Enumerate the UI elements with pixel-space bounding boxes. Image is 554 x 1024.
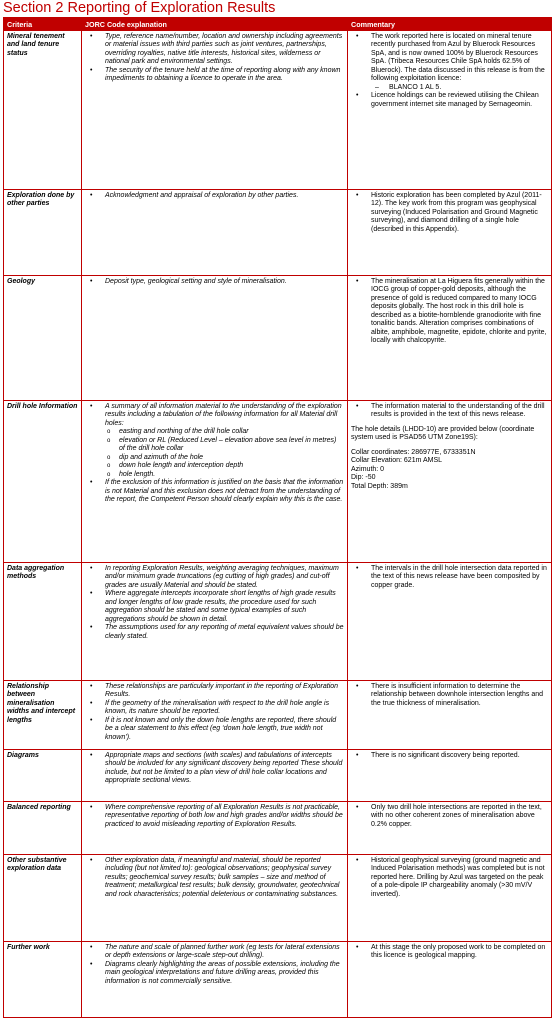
explanation-cell	[82, 401, 348, 563]
criteria-cell: Exploration done by other parties	[4, 190, 82, 276]
explanation-cell	[82, 942, 348, 1018]
explanation-item: • In reporting Exploration Results, weighting averaging techniques, maximum and/or minimum grade truncations (eg cutting of high grades) and cut-off grades are usually Material and should be stated.	[85, 565, 344, 590]
explanation-subitem: o dip and azimuth of the hole	[85, 454, 344, 462]
commentary-cell	[348, 190, 552, 276]
commentary-cell	[348, 681, 552, 750]
jorc-table	[3, 17, 552, 1018]
commentary-cell	[348, 942, 552, 1018]
criteria-cell: Diagrams	[4, 750, 82, 802]
commentary-item: • Only two drill hole intersections are reported in the text, with no other coherent zones of mineralisation above 0.2% copper.	[351, 804, 548, 829]
commentary-text: Dip: -50	[351, 474, 376, 482]
explanation-item: • If it is not known and only the down hole lengths are reported, there should be a clear statement to this effect (eg ‘down hole length, true width not known’).	[85, 717, 344, 742]
commentary-subitem: – BLANCO 1 AL 5.	[351, 84, 548, 92]
section-title: Section 2 Reporting of Exploration Results	[3, 0, 276, 16]
commentary-text: Total Depth: 389m	[351, 482, 408, 490]
table-row	[4, 942, 552, 1018]
explanation-cell	[82, 31, 348, 190]
commentary-text: Azimuth: 0	[351, 465, 385, 473]
commentary-cell	[348, 802, 552, 855]
commentary-item: • The information material to the understanding of the drill results is provided in the text of this news release.	[351, 403, 548, 420]
commentary-item: • The intervals in the drill hole intersection data reported in the text of this news release have been composited by copper grade.	[351, 565, 548, 590]
explanation-item: • These relationships are particularly important in the reporting of Exploration Results.	[85, 683, 344, 700]
explanation-subitem: o hole length.	[85, 471, 344, 479]
commentary-text: Collar coordinates: 286977E, 6733351N	[351, 448, 476, 456]
commentary-cell	[348, 855, 552, 942]
commentary-cell	[348, 563, 552, 681]
criteria-cell: Mineral tenement and land tenure status	[4, 31, 82, 190]
explanation-subitem: o elevation or RL (Reduced Level – elevation above sea level in metres) of the drill hole collar	[85, 437, 344, 454]
criteria-cell: Other substantive exploration data	[4, 855, 82, 942]
header-commentary: Commentary	[348, 18, 552, 31]
commentary-text: The hole details (LHDD-10) are provided below (coordinate system used is PSAD56 UTM Zone19S):	[351, 425, 535, 442]
criteria-cell: Further work	[4, 942, 82, 1018]
explanation-item: • Where comprehensive reporting of all Exploration Results is not practicable, representative reporting of both low and high grades and/or widths should be practiced to avoid misleading reporting of Exploration Results.	[85, 804, 344, 829]
explanation-item: • Appropriate maps and sections (with scales) and tabulations of intercepts should be included for any significant discovery being reported These should include, but not be limited to a plan view of drill hole collar locations and appropriate sectional views.	[85, 752, 344, 786]
explanation-item: • The security of the tenure held at the time of reporting along with any known impediments to obtaining a licence to operate in the area.	[85, 67, 344, 84]
table-row	[4, 276, 552, 401]
table-row	[4, 401, 552, 563]
table-row	[4, 190, 552, 276]
explanation-cell	[82, 855, 348, 942]
explanation-item: • Diagrams clearly highlighting the areas of possible extensions, including the main geological interpretations and future drilling areas, provided this information is not commercially sensitive.	[85, 961, 344, 986]
explanation-item: • If the geometry of the mineralisation with respect to the drill hole angle is known, its nature should be reported.	[85, 700, 344, 717]
criteria-cell: Relationship between mineralisation widths and intercept lengths	[4, 681, 82, 750]
explanation-cell	[82, 750, 348, 802]
table-row	[4, 802, 552, 855]
commentary-text: Collar Elevation: 621m AMSL	[351, 457, 443, 465]
explanation-item: • Deposit type, geological setting and style of mineralisation.	[85, 278, 344, 286]
table-row	[4, 31, 552, 190]
explanation-cell	[82, 681, 348, 750]
commentary-cell	[348, 750, 552, 802]
commentary-cell	[348, 401, 552, 563]
explanation-cell	[82, 563, 348, 681]
explanation-cell	[82, 276, 348, 401]
table-row	[4, 855, 552, 942]
commentary-item: • Licence holdings can be reviewed utilising the Chilean government internet site managed by Sernageomin.	[351, 92, 548, 109]
commentary-cell	[348, 31, 552, 190]
commentary-item: • Historic exploration has been completed by Azul (2011-12). The key work from this program was geophysical surveying (Induced Polarisation and Ground Magnetic surveying), and diamond drilling of a single hole (described in this Appendix).	[351, 192, 548, 234]
commentary-item: • Historical geophysical surveying (ground magnetic and Induced Polarisation methods) was completed but is not reported here. Drilling by Azul was targeted on the peak of a pole-dipole IP chargeability anomaly (>30 mV/V inverted).	[351, 857, 548, 899]
table-row	[4, 681, 552, 750]
commentary-item: • There is insufficient information to determine the relationship between downhole intersection lengths and the true thickness of mineralisation.	[351, 683, 548, 708]
explanation-item: • The nature and scale of planned further work (eg tests for lateral extensions or depth extensions or large-scale step-out drilling).	[85, 944, 344, 961]
explanation-cell	[82, 802, 348, 855]
explanation-item: • The assumptions used for any reporting of metal equivalent values should be clearly stated.	[85, 624, 344, 641]
header-criteria: Criteria	[4, 18, 82, 31]
commentary-item: • The work reported here is located on mineral tenure recently purchased from Azul by Bluerock Resources SpA, and is now owned 100% by Bluerock Resources SpA. (Tribeca Resources Chile SpA holds 62.5% of Bluerock). The data discussed in this release is from the following exploitation licence:	[351, 33, 548, 84]
criteria-cell: Data aggregation methods	[4, 563, 82, 681]
explanation-item: • Where aggregate intercepts incorporate short lengths of high grade results and longer lengths of low grade results, the procedure used for such aggregation should be stated and some typical examples of such aggregations should be shown in detail.	[85, 590, 344, 624]
commentary-item: • The mineralisation at La Higuera fits generally within the IOCG group of copper-gold deposits, although the presence of gold is reduced compared to many IOCG deposits globally. The host rock in this drill hole is described as a biotite-hornblende granodiorite with fine tonalitic bands. Alteration comprises combinations of albite, amphibole, magnetite, epidote, chlorite and pyrite, locally with chalcopyrite.	[351, 278, 548, 346]
criteria-cell: Geology	[4, 276, 82, 401]
table-row	[4, 750, 552, 802]
explanation-subitem: o easting and northing of the drill hole collar	[85, 428, 344, 436]
explanation-item: • Other exploration data, if meaningful and material, should be reported including (but not limited to): geological observations; geophysical survey results; geochemical survey results; bulk samples – size and method of treatment; metallurgical test results; bulk density, groundwater, geotechnical and rock characteristics; potential deleterious or contaminating substances.	[85, 857, 344, 899]
commentary-cell	[348, 276, 552, 401]
explanation-cell	[82, 190, 348, 276]
explanation-item: • If the exclusion of this information is justified on the basis that the information is not Material and this exclusion does not detract from the understanding of the report, the Competent Person should clearly explain why this is the case.	[85, 479, 344, 504]
header-explanation: JORC Code explanation	[82, 18, 348, 31]
explanation-item: • Type, reference name/number, location and ownership including agreements or material issues with third parties such as joint ventures, partnerships, overriding royalties, native title interests, historical sites, wilderness or national park and environmental settings.	[85, 33, 344, 67]
explanation-item: • Acknowledgment and appraisal of exploration by other parties.	[85, 192, 344, 200]
commentary-item: • At this stage the only proposed work to be completed on this licence is geological mapping.	[351, 944, 548, 961]
table-row	[4, 563, 552, 681]
criteria-cell: Drill hole Information	[4, 401, 82, 563]
commentary-item: • There is no significant discovery being reported.	[351, 752, 548, 760]
header-row	[4, 18, 552, 31]
explanation-subitem: o down hole length and interception depth	[85, 462, 344, 470]
criteria-cell: Balanced reporting	[4, 802, 82, 855]
explanation-item: • A summary of all information material to the understanding of the exploration results including a tabulation of the following information for all Material drill holes:	[85, 403, 344, 428]
